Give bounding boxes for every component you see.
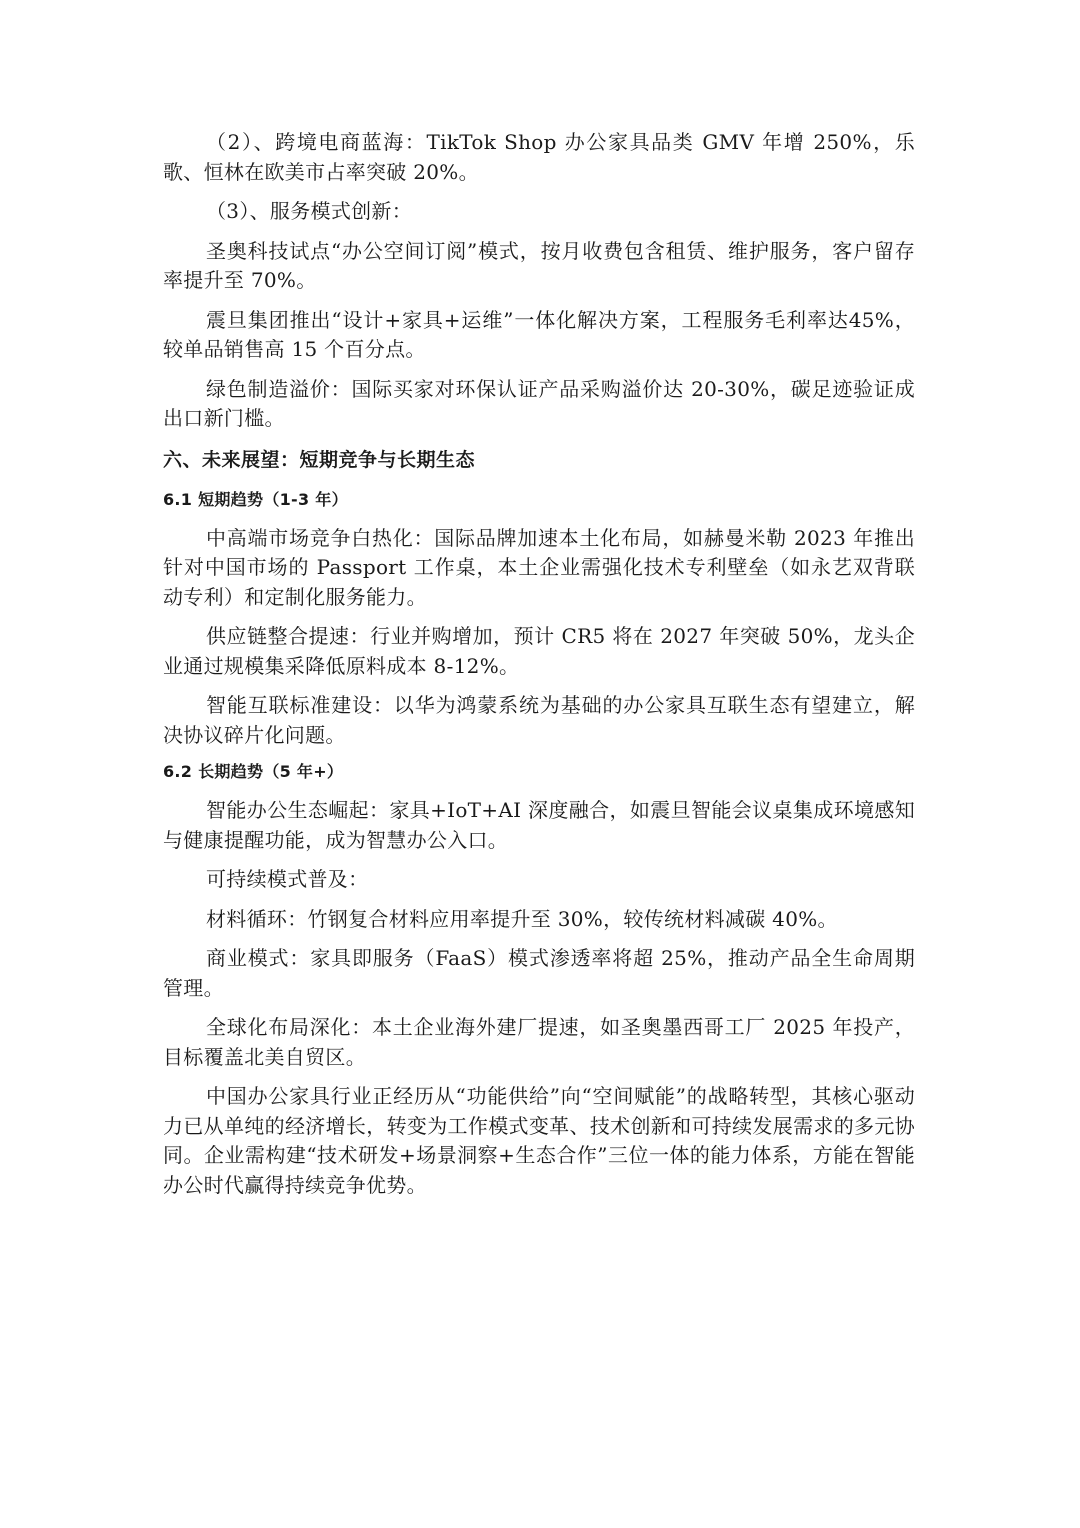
paragraph-smart-standard: 智能互联标准建设：以华为鸿蒙系统为基础的办公家具互联生态有望建立，解决协议碎片化问题。 (163, 693, 915, 747)
document-body (163, 128, 915, 1210)
subsection-heading-short-term: 6.1 短期趋势（1-3 年） (163, 489, 348, 509)
paragraph-business-model: 商业模式：家具即服务（FaaS）模式渗透率将超 25%，推动产品全生命周期管理。 (163, 946, 915, 1000)
subsection-heading-long-term: 6.2 长期趋势（5 年+） (163, 762, 344, 781)
paragraph-supply-chain: 供应链整合提速：行业并购增加，预计 CR5 将在 2027 年突破 50%，龙头企业通过规模集采降低原料成本 8-12%。 (163, 624, 915, 678)
paragraph-cross-border-ecommerce: （2）、跨境电商蓝海：TikTok Shop 办公家具品类 GMV 年增 250%，乐歌、恒林在欧美市占率突破 20%。 (163, 130, 915, 184)
paragraph-globalization: 全球化布局深化：本土企业海外建厂提速，如圣奥墨西哥工厂 2025 年投产，目标覆盖北美自贸区。 (163, 1015, 915, 1069)
paragraph-sustainable-heading: 可持续模式普及： (206, 867, 369, 891)
paragraph-aurora-solution: 震旦集团推出“设计+家具+运维”一体化解决方案，工程服务毛利率达45%，较单品销售高 15 个百分点。 (163, 307, 915, 361)
paragraph-green-premium: 绿色制造溢价：国际买家对环保认证产品采购溢价达 20-30%，碳足迹验证成出口新门槛。 (163, 376, 915, 430)
paragraph-smart-ecosystem: 智能办公生态崛起：家具+IoT+AI 深度融合，如震旦智能会议桌集成环境感知与健康提醒功能，成为智慧办公入口。 (163, 798, 915, 852)
paragraph-service-model-heading: （3）、服务模式创新： (206, 199, 413, 223)
paragraph-high-end-competition: 中高端市场竞争白热化：国际品牌加速本土化布局，如赫曼米勒 2023 年推出针对中国市场的 Passport 工作桌，本土企业需强化技术专利壁垒（如永艺双背联动专利）和定制化服务能力。 (163, 525, 915, 609)
paragraph-sunon-subscription: 圣奥科技试点“办公空间订阅”模式，按月收费包含租赁、维护服务，客户留存率提升至 70%。 (163, 238, 915, 292)
paragraph-conclusion: 中国办公家具行业正经历从“功能供给”向“空间赋能”的战略转型，其核心驱动力已从单纯的经济增长，转变为工作模式变革、技术创新和可持续发展需求的多元协同。企业需构建“技术研发+场景洞察+生态合作”三位一体的能力体系，方能在智能办公时代赢得持续竞争优势。 (163, 1084, 915, 1197)
section-heading-future-outlook: 六、未来展望：短期竞争与长期生态 (163, 448, 476, 471)
paragraph-material-cycle: 材料循环：竹钢复合材料应用率提升至 30%，较传统材料减碳 40%。 (206, 906, 838, 931)
